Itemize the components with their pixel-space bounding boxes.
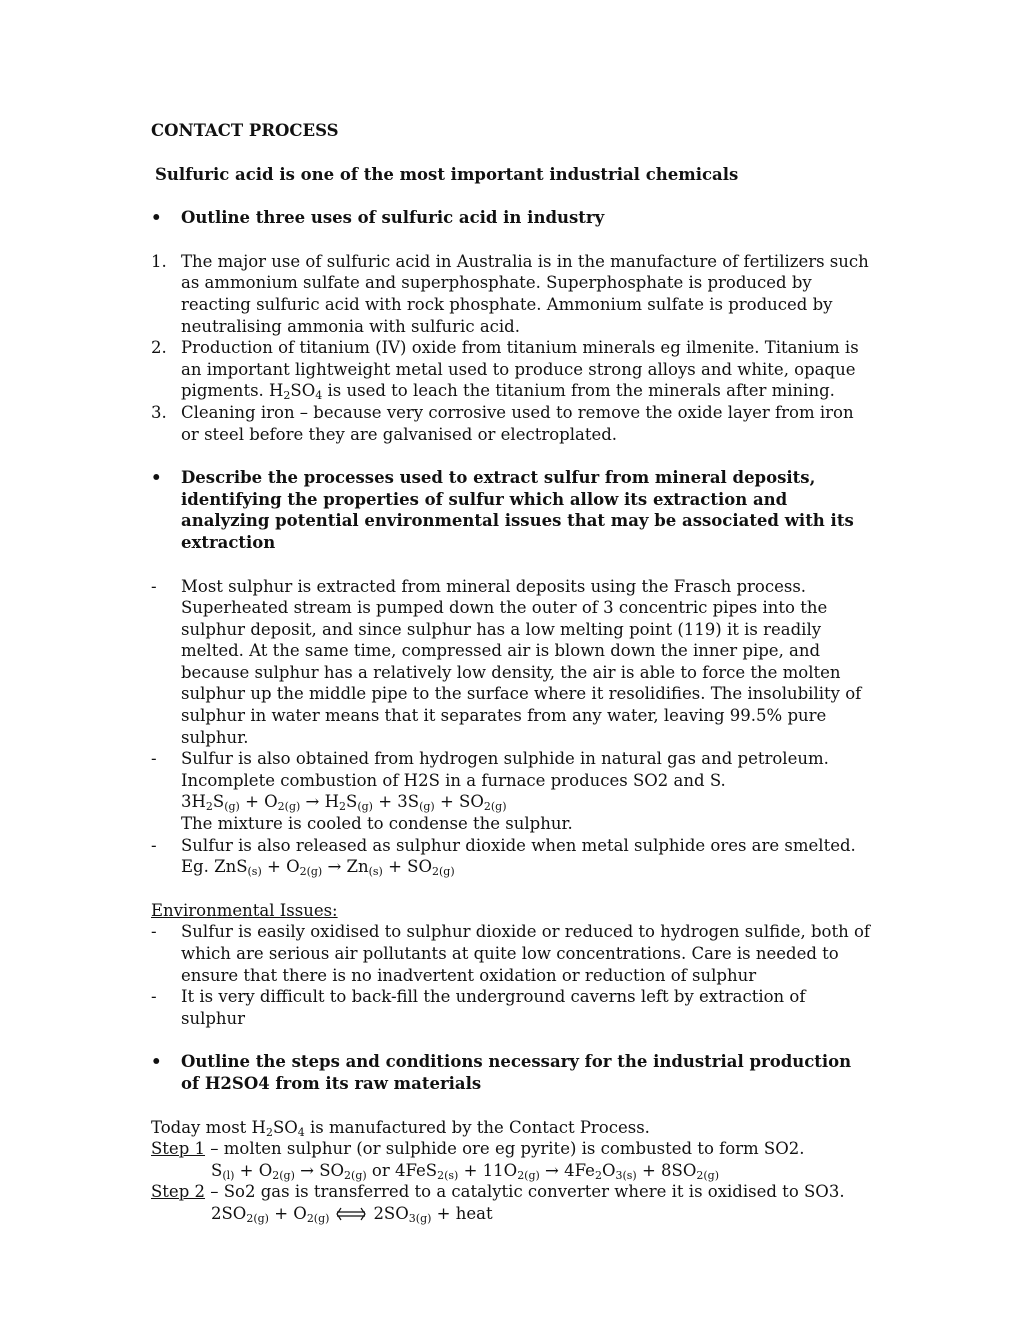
equation-step-2: $2SO_{2(g)} + O_{2(g)}$ $2SO_{3(g)}$ + heat	[211, 1203, 493, 1225]
question-text: Outline the steps and conditions necessary for the industrial production of H2SO4 from its raw materials	[181, 1052, 852, 1093]
list-item: - Sulfur is also obtained from hydrogen sulphide in natural gas and petroleum. Incomplete combustion of H2S in a furnace produces SO2 and S. $3H_2S_{(g)} + O_{2(g)} \to H_2S_{(g)} + 3S_{(g)} + SO_{2(g)}$ The mixture is cooled to condense the sulphur.	[151, 748, 871, 834]
question-uses	[151, 207, 871, 229]
contact-intro: Today most $H_2SO_4$ is manufactured by the Contact Process.	[151, 1117, 650, 1139]
env-list	[151, 921, 871, 1029]
list-item: - It is very difficult to back-fill the underground caverns left by extraction of sulphur	[151, 987, 806, 1028]
page-subtitle: Sulfuric acid is one of the most important industrial chemicals	[155, 164, 739, 184]
step-2: Step 2 – So2 gas is transferred to a catalytic converter where it is oxidised to SO3.	[151, 1182, 845, 1202]
env-heading: Environmental Issues:	[151, 900, 338, 920]
equilibrium-arrow-icon	[335, 1207, 367, 1221]
page-title: CONTACT PROCESS	[151, 121, 339, 140]
question-text: Describe the processes used to extract sulfur from mineral deposits, identifying the properties of sulfur which allow its extraction and analyzing potential environmental issues that may be associated with its extraction	[181, 468, 854, 552]
question-text: Outline three uses of sulfuric acid in industry	[181, 208, 605, 228]
equation-step-1: $S_{(l)} + O_{2(g)} \to SO_{2(g)}$ or $4FeS_{2(s)} + 11O_{2(g)} \to 4Fe_2O_{3(s)} + 8SO_{2(g)}$	[211, 1160, 719, 1182]
bullet: •	[151, 1052, 162, 1072]
equation-zns-smelting: Eg. $ZnS_{(s)} + O_{2(g)} \to Zn_{(s)} + SO_{2(g)}$	[181, 857, 455, 879]
list-item: - Sulfur is easily oxidised to sulphur dioxide or reduced to hydrogen sulfide, both of which are serious air pollutants at quite low concentrations. Care is needed to ensure that there is no inadvertent oxidation or reduction of sulphur	[151, 922, 870, 985]
bullet: •	[151, 468, 162, 488]
list-item: - Sulfur is also released as sulphur dioxide when metal sulphide ores are smelted. Eg. $ZnS_{(s)} + O_{2(g)} \to Zn_{(s)} + SO_{2(g)}$	[151, 835, 871, 878]
extraction-list	[151, 576, 871, 878]
equation-h2s-combustion: $3H_2S_{(g)} + O_{2(g)} \to H_2S_{(g)} + 3S_{(g)} + SO_{2(g)}$	[181, 792, 507, 814]
step-1: Step 1 – molten sulphur (or sulphide ore eg pyrite) is combusted to form SO2.	[151, 1139, 805, 1159]
contact-process-section	[151, 1117, 871, 1225]
bullet: •	[151, 208, 162, 228]
list-item: 3. Cleaning iron – because very corrosive used to remove the oxide layer from iron or steel before they are galvanised or electroplated.	[151, 402, 854, 444]
list-item: 1. The major use of sulfuric acid in Australia is in the manufacture of fertilizers such as ammonium sulfate and superphosphate. Superphosphate is produced by reacting sulfuric acid with rock phosphate. Ammonium sulfate is produced by neutralising ammonia with sulfuric acid.	[151, 251, 869, 336]
question-extraction	[151, 467, 871, 553]
list-item: - Most sulphur is extracted from mineral deposits using the Frasch process. Superheated stream is pumped down the outer of 3 concentric pipes into the sulphur deposit, and since sulphur has a low melting point (119) it is readily melted. At the same time, compressed air is blown down the inner pipe, and because sulphur has a relatively low density, the air is able to force the molten sulphur up the middle pipe to the surface where it resolidifies. The insolubility of sulphur in water means that it separates from any water, leaving 99.5% pure sulphur.	[151, 576, 862, 747]
list-item: 2. Production of titanium (IV) oxide from titanium minerals eg ilmenite. Titanium is an important lightweight metal used to produce strong alloys and white, opaque pigments. $H_2SO_4$ is used to leach the titanium from the minerals after mining.	[151, 338, 859, 403]
document-page	[151, 120, 871, 1225]
uses-list	[151, 251, 871, 445]
question-contact-steps	[151, 1051, 871, 1094]
